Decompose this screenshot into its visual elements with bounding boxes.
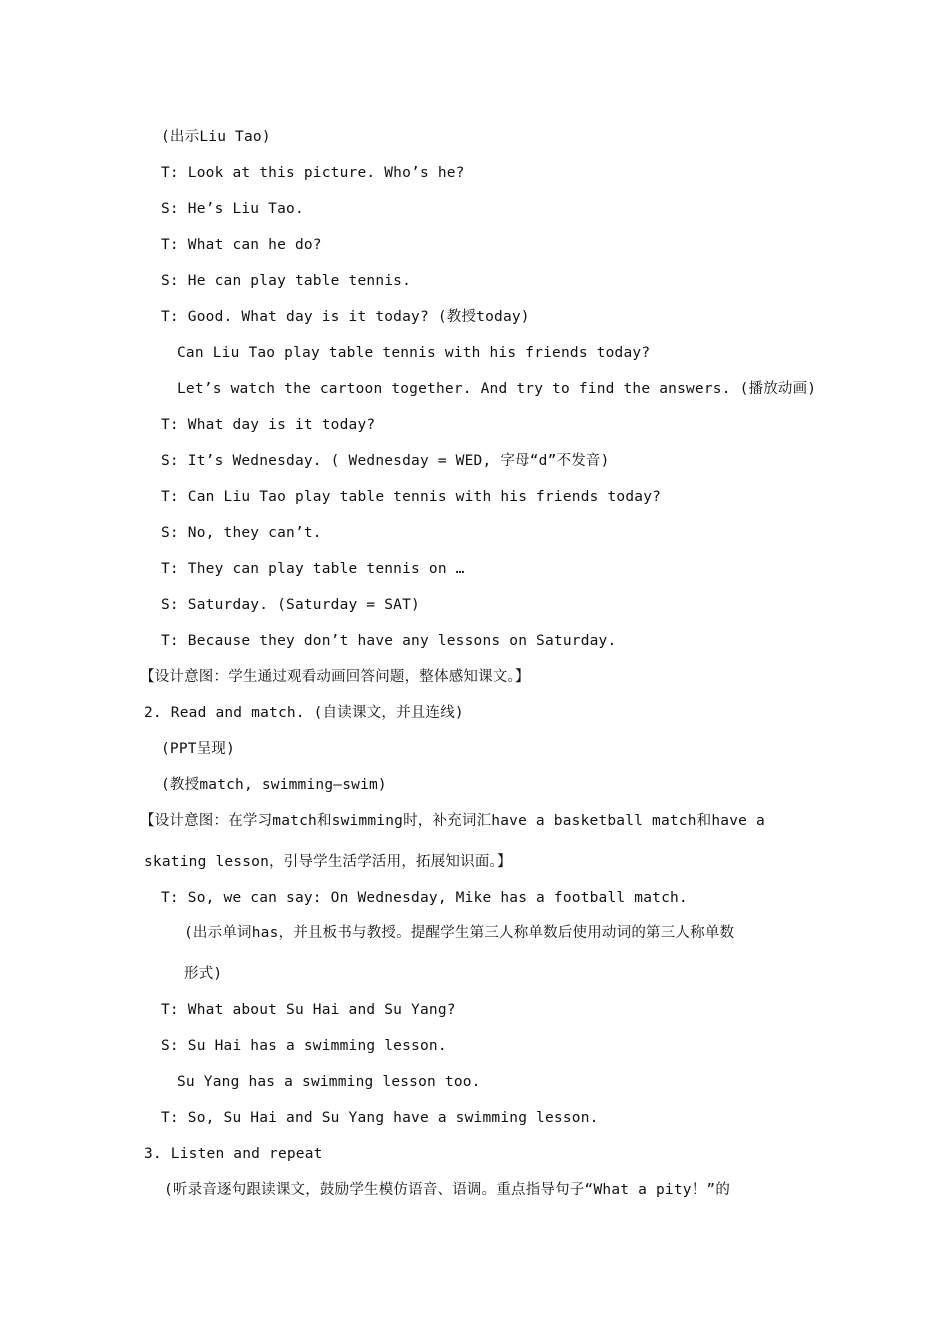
dialogue-line: S: He can play table tennis.: [161, 273, 412, 289]
dialogue-line: S: He’s Liu Tao.: [161, 201, 304, 217]
dialogue-line: T: Look at this picture. Who’s he?: [161, 165, 465, 181]
stage-direction-continuation: 形式): [184, 966, 223, 982]
dialogue-continuation: Let’s watch the cartoon together. And try to find the answers. (播放动画): [177, 381, 817, 397]
dialogue-line: S: Saturday. (Saturday = SAT): [161, 597, 420, 613]
dialogue-continuation: Su Yang has a swimming lesson too.: [177, 1074, 481, 1090]
dialogue-line: S: No, they can’t.: [161, 525, 322, 541]
section-heading-read-and-match: 2. Read and match. (自读课文，并且连线): [144, 705, 464, 721]
stage-direction-show-liu-tao: (出示Liu Tao): [161, 129, 271, 145]
dialogue-line: S: Su Hai has a swimming lesson.: [161, 1038, 447, 1054]
dialogue-line: T: What about Su Hai and Su Yang?: [161, 1002, 456, 1018]
stage-direction: (教授match, swimming—swim): [161, 777, 387, 793]
dialogue-continuation: Can Liu Tao play table tennis with his friends today?: [177, 345, 651, 361]
dialogue-line: T: Good. What day is it today? (教授today): [161, 309, 530, 325]
dialogue-line: T: So, Su Hai and Su Yang have a swimming lesson.: [161, 1110, 599, 1126]
design-intent-note: 【设计意图：学生通过观看动画回答问题，整体感知课文。】: [140, 669, 530, 685]
stage-direction: (PPT呈现): [161, 741, 236, 757]
dialogue-line: S: It’s Wednesday. ( Wednesday = WED, 字母“d”不发音): [161, 453, 610, 469]
dialogue-line: T: What day is it today?: [161, 417, 376, 433]
stage-direction: (听录音逐句跟读课文，鼓励学生模仿语音、语调。重点指导句子“What a pity！”的: [164, 1182, 731, 1198]
dialogue-line: T: So, we can say: On Wednesday, Mike has a football match.: [161, 890, 688, 906]
dialogue-line: T: What can he do?: [161, 237, 322, 253]
dialogue-line: T: They can play table tennis on …: [161, 561, 465, 577]
section-heading-listen-and-repeat: 3. Listen and repeat: [144, 1146, 323, 1162]
design-intent-note-continuation: skating lesson，引导学生活学活用，拓展知识面。】: [144, 854, 512, 870]
dialogue-line: T: Can Liu Tao play table tennis with his friends today?: [161, 489, 662, 505]
design-intent-note: 【设计意图：在学习match和swimming时，补充词汇have a basketball match和have a: [140, 813, 765, 829]
dialogue-line: T: Because they don’t have any lessons on Saturday.: [161, 633, 617, 649]
stage-direction: (出示单词has，并且板书与教授。提醒学生第三人称单数后使用动词的第三人称单数: [184, 925, 735, 941]
